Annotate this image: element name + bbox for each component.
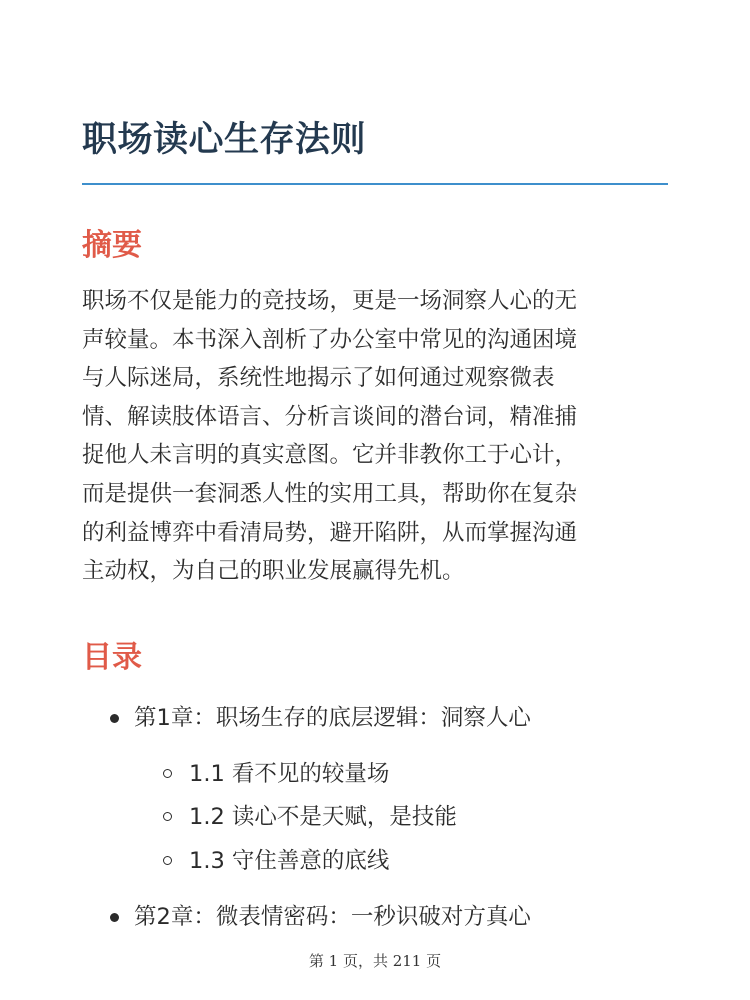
circle-bullet-icon [163,812,172,821]
title-divider [82,183,668,185]
toc-heading: 目录 [82,640,142,675]
disc-bullet-icon [110,714,119,723]
circle-bullet-icon [163,769,172,778]
document-title: 职场读心生存法则 [82,120,367,160]
summary-line: 声较量。本书深入剖析了办公室中常见的沟通困境 [82,326,578,353]
summary-heading: 摘要 [82,228,142,263]
page-number-footer: 第 1 页，共 211 页 [308,952,442,970]
circle-bullet-icon [163,856,172,865]
toc-section-1-3[interactable]: 1.3 守住善意的底线 [189,848,390,874]
summary-line: 的利益博弈中看清局势，避开陷阱，从而掌握沟通 [82,519,578,546]
summary-line: 职场不仅是能力的竞技场，更是一场洞察人心的无 [82,288,578,314]
summary-line: 捉他人未言明的真实意图。它并非教你工于心计， [82,442,578,469]
summary-line: 而是提供一套洞悉人性的实用工具，帮助你在复杂 [82,480,578,507]
summary-line: 与人际迷局，系统性地揭示了如何通过观察微表 [82,365,555,392]
disc-bullet-icon [110,913,119,922]
toc-section-1-1[interactable]: 1.1 看不见的较量场 [189,761,390,787]
summary-line: 情、解读肢体语言、分析言谈间的潜台词，精准捕 [82,403,578,430]
toc-section-1-2[interactable]: 1.2 读心不是天赋，是技能 [189,804,457,830]
summary-paragraph [82,282,672,591]
toc-chapter-1[interactable]: 第1章：职场生存的底层逻辑：洞察人心 [134,705,531,731]
toc-chapter-2[interactable]: 第2章：微表情密码：一秒识破对方真心 [134,904,531,930]
summary-line: 主动权，为自己的职业发展赢得先机。 [82,558,465,585]
